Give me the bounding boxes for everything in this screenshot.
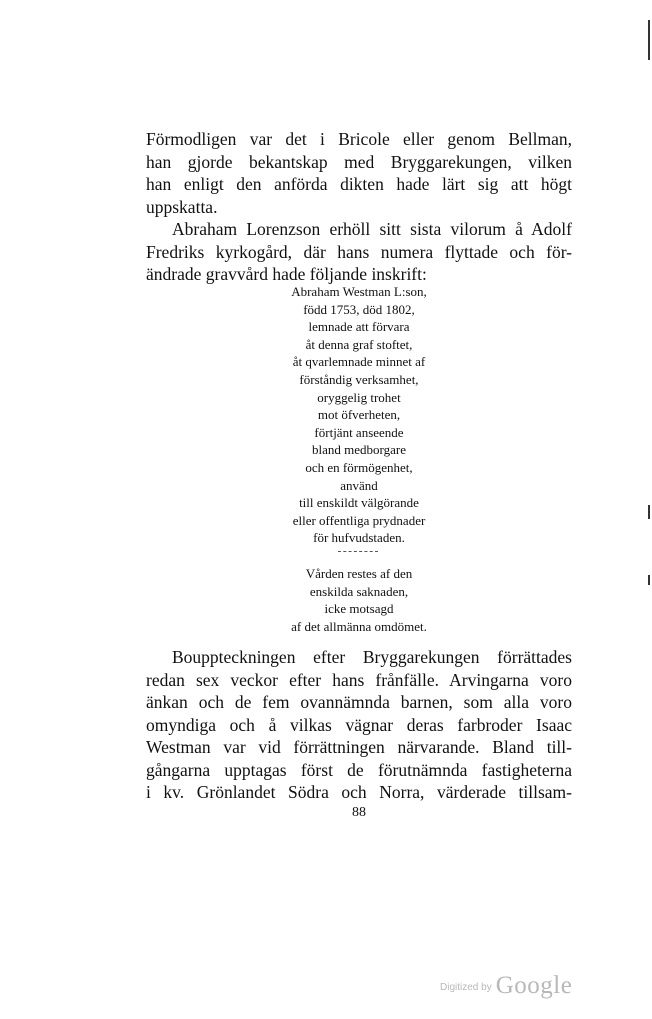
text-line: uppskatta. [146, 196, 218, 217]
inscription-line: mot öfverheten, [317, 407, 401, 423]
section-divider [338, 551, 378, 552]
inscription-line: Abraham Westman L:son, [291, 284, 427, 299]
watermark-prefix: Digitized by [440, 982, 492, 993]
inscription-line: enskilda saknaden, [309, 583, 409, 599]
inscription-line: för hufvudstaden. [313, 530, 405, 546]
text-line: gångarna upptagas först de förutnämnda fastigheterna [146, 759, 572, 780]
inscription-line: och en förmögenhet, [305, 459, 413, 475]
text-line: redan sex veckor efter hans frånfälle. Arvingarna voro [146, 669, 572, 690]
inscription-closing [146, 565, 572, 635]
text-line: han enligt den anförda dikten hade lärt sig att högt [146, 174, 572, 194]
inscription-line: åt qvarlemnade minnet af [292, 354, 426, 370]
inscription-line: oryggelig trohet [317, 389, 401, 405]
inscription-line: af det allmänna omdömet. [291, 618, 427, 634]
text-line: Fredriks kyrkogård, där hans numera flyttade och för- [146, 241, 572, 262]
text-line: Bouppteckningen efter Bryggarekungen förrättades [172, 647, 572, 667]
digitized-watermark [440, 972, 572, 1000]
text-line: änkan och de fem ovannämnda barnen, som alla voro [146, 692, 572, 712]
paragraph-bellman [146, 128, 572, 218]
inscription-line: eller offentliga prydnader [292, 512, 426, 528]
scan-edge-mark [648, 575, 650, 585]
text-line: ändrade gravvård hade följande inskrift: [146, 264, 427, 284]
inscription-line: icke motsagd [324, 601, 394, 617]
text-line: han gjorde bekantskap med Bryggarekungen, vilken [146, 151, 572, 172]
google-logo: Google [495, 972, 573, 999]
paragraph-gravestone [146, 218, 572, 286]
page-number: 88 [352, 805, 366, 820]
inscription-line: förståndig verksamhet, [299, 371, 419, 387]
inscription-line: lemnade att förvara [308, 319, 410, 335]
inscription-line: förtjänt anseende [314, 424, 404, 440]
scan-edge-mark [648, 505, 650, 519]
inscription-line: Vården restes af den [305, 566, 413, 581]
inscription-main [146, 283, 572, 547]
inscription-line: använd [340, 477, 378, 493]
text-line: Westman var vid förrättningen närvarande. Bland till- [146, 737, 572, 757]
text-line: Abraham Lorenzson erhöll sitt sista vilorum å Adolf [172, 219, 572, 239]
paragraph-inventory [146, 646, 572, 804]
inscription-line: till enskildt välgörande [299, 495, 419, 511]
inscription-line: åt denna graf stoftet, [305, 336, 413, 352]
inscription-line: bland medborgare [312, 442, 406, 458]
scan-edge-mark [648, 20, 650, 60]
text-line: Förmodligen var det i Bricole eller genom Bellman, [146, 129, 572, 149]
text-line: i kv. Grönlandet Södra och Norra, värderade tillsam- [146, 782, 572, 802]
text-line: omyndiga och å vilkas vägnar deras farbroder Isaac [146, 714, 572, 735]
inscription-line: född 1753, död 1802, [303, 301, 415, 317]
